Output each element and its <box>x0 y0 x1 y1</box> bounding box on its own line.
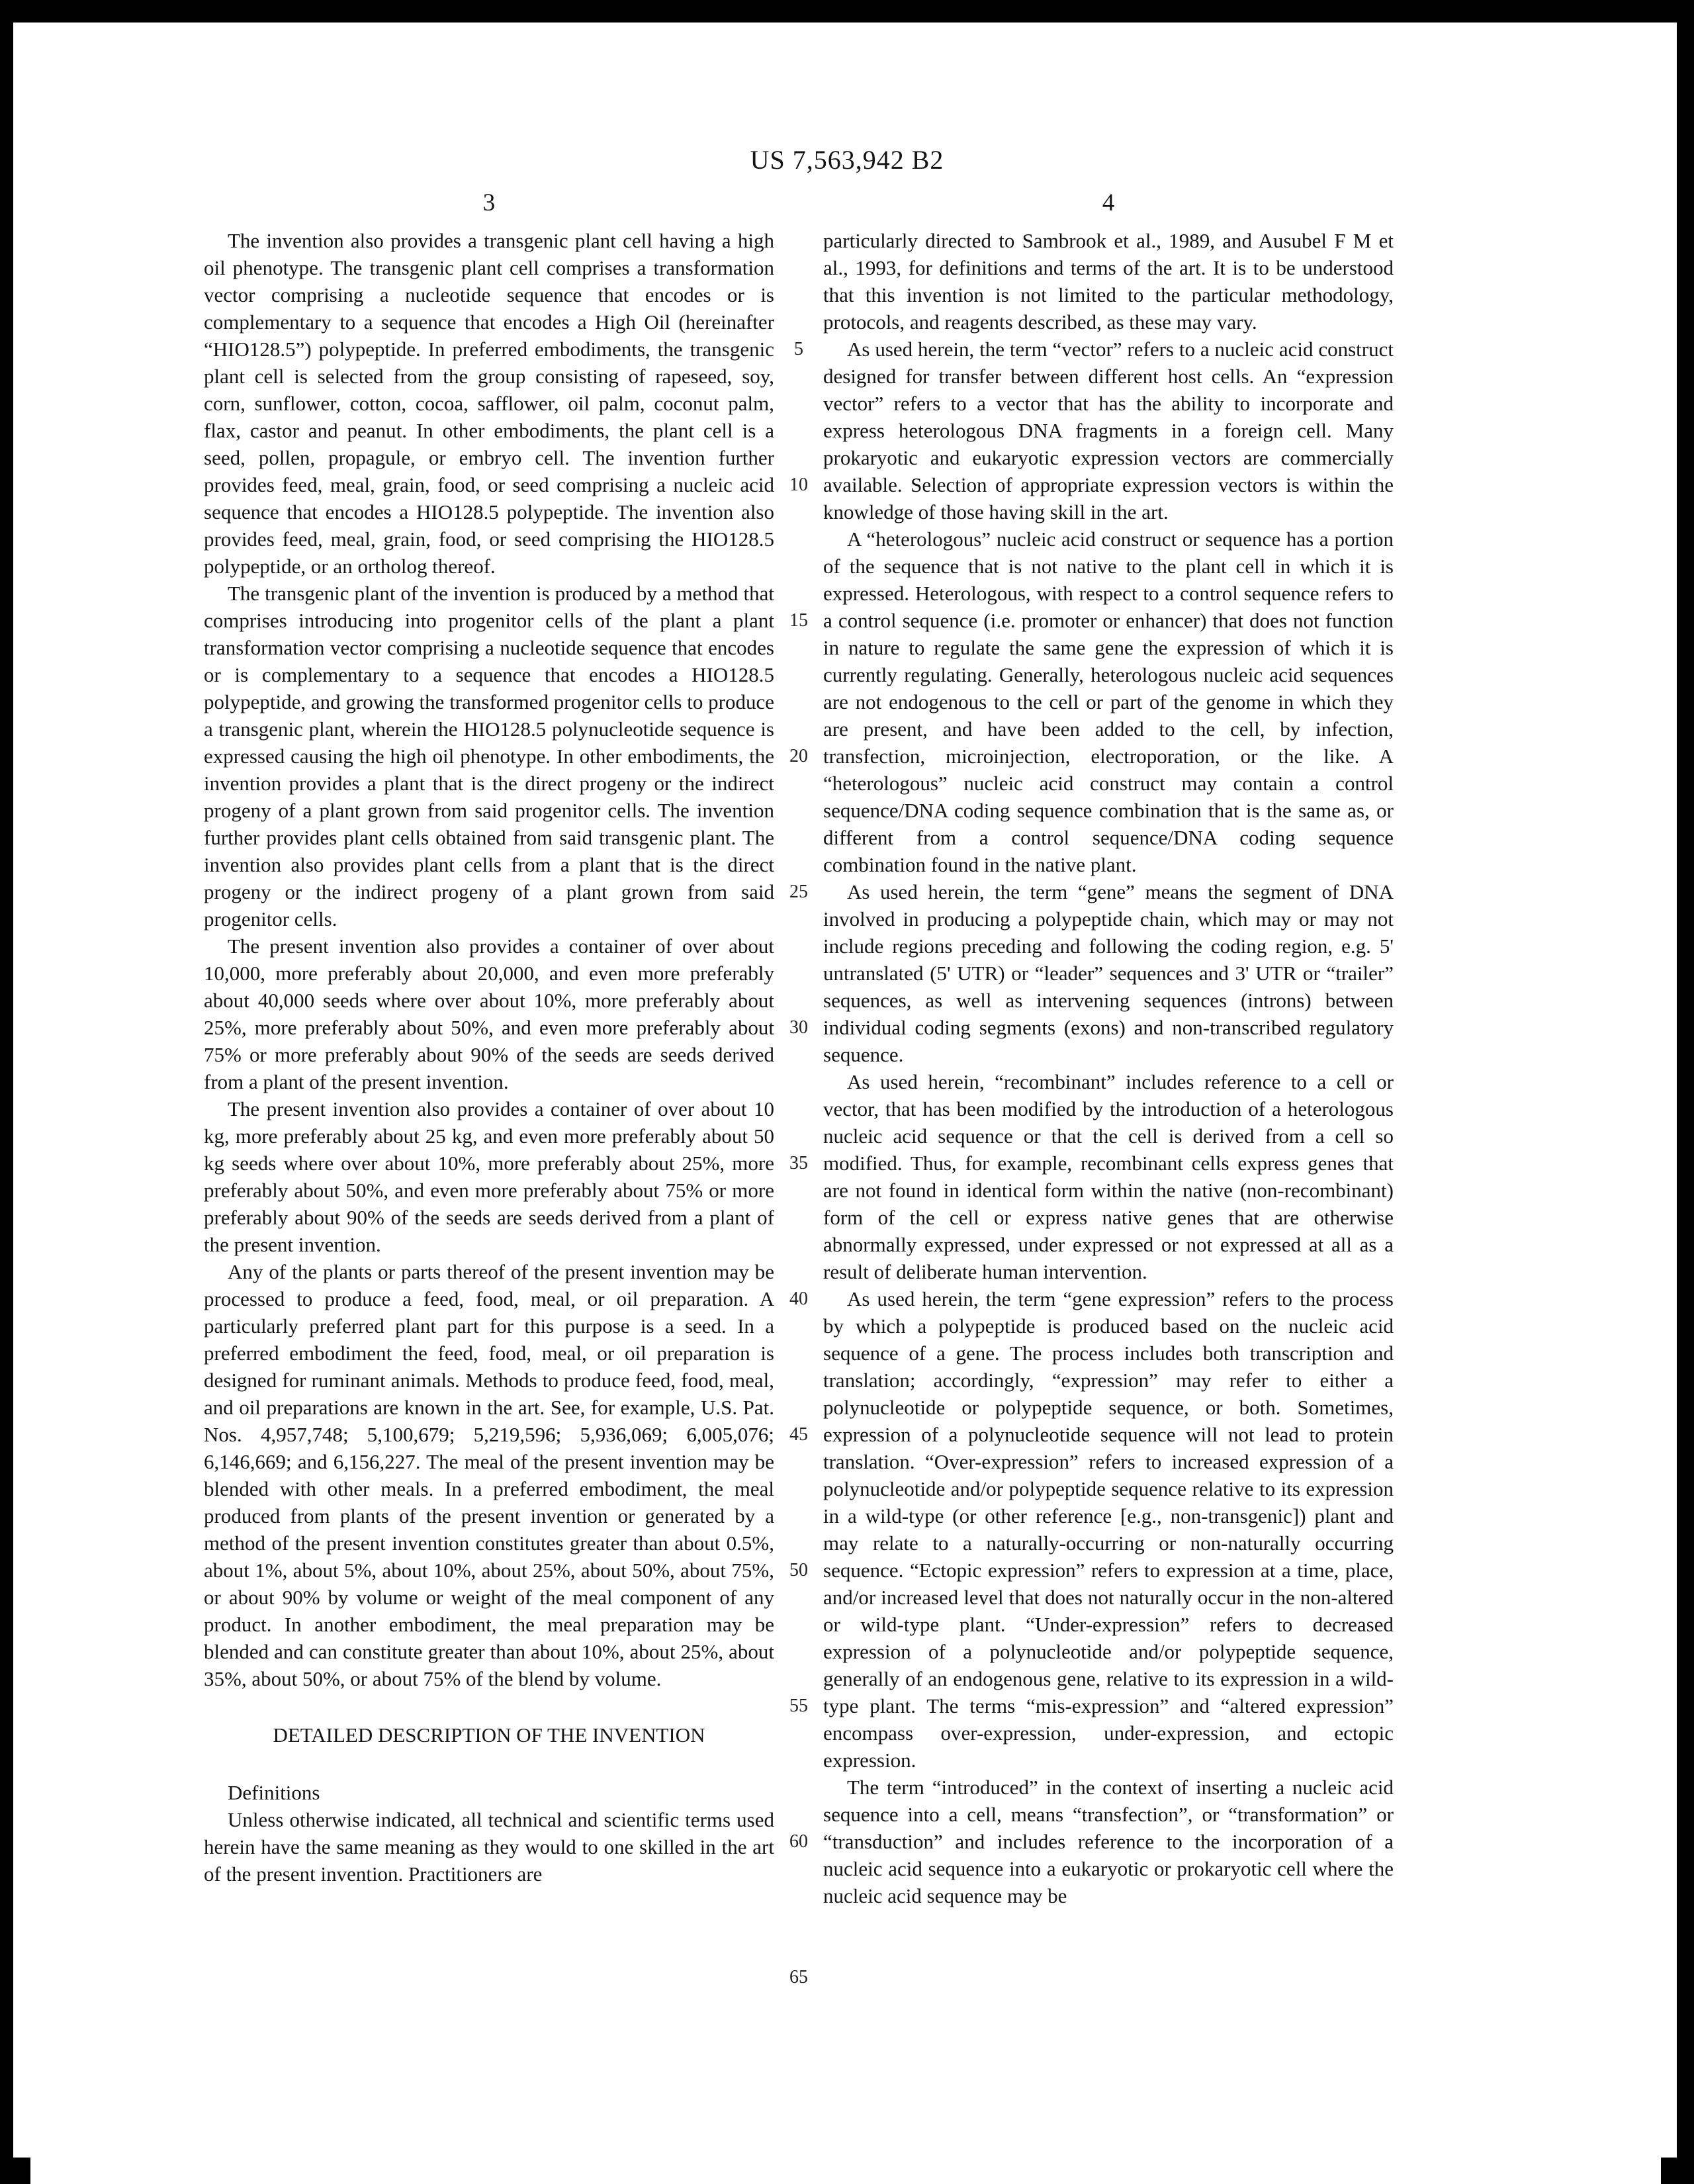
line-number: 60 <box>789 1831 808 1852</box>
line-number: 15 <box>789 610 808 631</box>
line-number: 20 <box>789 746 808 766</box>
line-number: 50 <box>789 1560 808 1580</box>
subheading-definitions: Definitions <box>228 1781 320 1804</box>
section-heading: DETAILED DESCRIPTION OF THE INVENTION <box>273 1723 705 1747</box>
line-number: 10 <box>789 475 808 495</box>
line-number: 35 <box>789 1153 808 1173</box>
line-number: 40 <box>789 1289 808 1309</box>
column-number-left: 3 <box>482 189 496 216</box>
scan-corner-bottom-left <box>0 2158 30 2184</box>
scan-edge-right <box>1677 0 1694 2184</box>
text-body <box>204 227 1394 2018</box>
line-number: 25 <box>789 882 808 902</box>
paragraph: particularly directed to Sambrook et al., 1989, and Ausubel F M et al., 1993, for definitions and terms of the art. It is to be understood that this invention is not limited to the particular methodology, protocols, and reagents described, as these may vary. <box>823 229 1394 334</box>
line-number: 5 <box>794 339 803 359</box>
right-column <box>823 227 1394 1909</box>
scan-edge-left <box>0 0 13 2184</box>
line-number: 30 <box>789 1017 808 1038</box>
paragraph: Any of the plants or parts thereof of the present invention may be processed to produce a feed, food, meal, or oil preparation. A particularly preferred plant part for this purpose is a seed. In a preferred embodiment the feed, food, meal, or oil preparation is designed for ruminant animals. Methods to produce feed, food, meal, and oil preparations are known in the art. See, for example, U.S. Pat. Nos. 4,957,748; 5,100,679; 5,219,596; 5,936,069; 6,005,076; 6,146,669; and 6,156,227. The meal of the present invention may be blended with other meals. In a preferred embodiment, the meal produced from plants of the present invention or generated by a method of the present invention constitutes greater than about 0.5%, about 1%, about 5%, about 10%, about 25%, about 50%, about 75%, or about 90% by volume or weight of the meal component of any product. In another embodiment, the meal preparation may be blended and can constitute greater than about 10%, about 25%, about 35%, about 50%, or about 75% of the blend by volume. <box>204 1260 774 1690</box>
column-number-gutter-spacer <box>774 189 823 216</box>
paragraph: A “heterologous” nucleic acid construct or sequence has a portion of the sequence that is not native to the plant cell in which it is expressed. Heterologous, with respect to a control sequence refers to a control sequence (i.e. promoter or enhancer) that does not function in nature to regulate the same gene the expression of which it is currently regulating. Generally, heterologous nucleic acid sequences are not endogenous to the cell or part of the genome in which they are present, and have been added to the cell, by infection, transfection, microinjection, electroporation, or the like. A “heterologous” nucleic acid construct may contain a control sequence/DNA coding sequence combination that is the same as, or different from a control sequence/DNA coding sequence combination found in the native plant. <box>823 527 1394 876</box>
paragraph: Unless otherwise indicated, all technical and scientific terms used herein have the same meaning as they would to one skilled in the art of the present invention. Practitioners are <box>204 1808 774 1886</box>
patent-number: US 7,563,942 B2 <box>750 145 944 175</box>
paragraph: As used herein, the term “vector” refers to a nucleic acid construct designed for transfer between different host cells. An “expression vector” refers to a vector that has the ability to incorporate and express heterologous DNA fragments in a foreign cell. Many prokaryotic and eukaryotic expression vectors are commercially available. Selection of appropriate expression vectors is within the knowledge of those having skill in the art. <box>823 338 1394 523</box>
column-number-right: 4 <box>1102 189 1115 216</box>
line-number: 55 <box>789 1696 808 1716</box>
scan-corner-bottom-right <box>1661 2158 1694 2184</box>
paragraph: The term “introduced” in the context of inserting a nucleic acid sequence into a cell, means “transfection”, or “transformation” or “transduction” and includes reference to the incorporation of a nucleic acid sequence into a eukaryotic or prokaryotic cell where the nucleic acid sequence may be <box>823 1776 1394 1907</box>
left-column <box>204 227 774 1888</box>
paragraph: The transgenic plant of the invention is produced by a method that comprises introducing into progenitor cells of the plant a plant transformation vector comprising a nucleotide sequence that encodes or is complementary to a sequence that encodes a HIO128.5 polypeptide, and growing the transformed progenitor cells to produce a transgenic plant, wherein the HIO128.5 polynucleotide sequence is expressed causing the high oil phenotype. In other embodiments, the invention provides a plant that is the direct progeny or the indirect progeny of a plant grown from said progenitor cells. The invention further provides plant cells obtained from said transgenic plant. The invention also provides plant cells from a plant that is the direct progeny or the indirect progeny of a plant grown from said progenitor cells. <box>204 582 774 931</box>
paragraph: As used herein, the term “gene expression” refers to the process by which a polypeptide is produced based on the nucleic acid sequence of a gene. The process includes both transcription and translation; accordingly, “expression” may refer to either a polynucleotide or polypeptide sequence, or both. Sometimes, expression of a polynucleotide sequence will not lead to protein translation. “Over-expression” refers to increased expression of a polynucleotide and/or polypeptide sequence relative to its expression in a wild-type (or other reference [e.g., non-transgenic]) plant and may relate to a naturally-occurring or non-naturally occurring sequence. “Ectopic expression” refers to expression at a time, place, and/or increased level that does not naturally occur in the non-altered or wild-type plant. “Under-expression” refers to decreased expression of a polynucleotide and/or polypeptide sequence, generally of an endogenous gene, relative to its expression in a wild-type plant. The terms “mis-expression” and “altered expression” encompass over-expression, under-expression, and ectopic expression. <box>823 1287 1394 1772</box>
paragraph: As used herein, the term “gene” means the segment of DNA involved in producing a polypeptide chain, which may or may not include regions preceding and following the coding region, e.g. 5' untranslated (5' UTR) or “leader” sequences and 3' UTR or “trailer” sequences, as well as intervening sequences (introns) between individual coding segments (exons) and non-transcribed regulatory sequence. <box>823 880 1394 1066</box>
gutter-line-numbers <box>774 227 823 2018</box>
column-number-row <box>204 189 1394 216</box>
paragraph: The present invention also provides a container of over about 10,000, more preferably about 20,000, and even more preferably about 40,000 seeds where over about 10%, more preferably about 25%, more preferably about 50%, and even more preferably about 75% or more preferably about 90% of the seeds are seeds derived from a plant of the present invention. <box>204 934 774 1093</box>
page-content <box>204 189 1394 2018</box>
scan-edge-top <box>0 0 1694 23</box>
paragraph: The invention also provides a transgenic plant cell having a high oil phenotype. The transgenic plant cell comprises a transformation vector comprising a nucleotide sequence that encodes or is complementary to a sequence that encodes a High Oil (hereinafter “HIO128.5”) polypeptide. In preferred embodiments, the transgenic plant cell is selected from the group consisting of rapeseed, soy, corn, sunflower, cotton, cocoa, safflower, oil palm, coconut palm, flax, castor and peanut. In other embodiments, the plant cell is a seed, pollen, propagule, or embryo cell. The invention further provides feed, meal, grain, food, or seed comprising a nucleic acid sequence that encodes a HIO128.5 polypeptide. The invention also provides feed, meal, grain, food, or seed comprising the HIO128.5 polypeptide, or an ortholog thereof. <box>204 229 774 578</box>
line-number: 45 <box>789 1424 808 1445</box>
line-number: 65 <box>789 1967 808 1987</box>
paragraph: The present invention also provides a container of over about 10 kg, more preferably about 25 kg, and even more preferably about 50 kg seeds where over about 10%, more preferably about 25%, more preferably about 50%, and even more preferably about 75% or more preferably about 90% of the seeds are seeds derived from a plant of the present invention. <box>204 1097 774 1256</box>
paragraph: As used herein, “recombinant” includes reference to a cell or vector, that has been modified by the introduction of a heterologous nucleic acid sequence or that the cell is derived from a cell so modified. Thus, for example, recombinant cells express genes that are not found in identical form within the native (non-recombinant) form of the cell or express native genes that are otherwise abnormally expressed, under expressed or not expressed at all as a result of deliberate human intervention. <box>823 1070 1394 1283</box>
